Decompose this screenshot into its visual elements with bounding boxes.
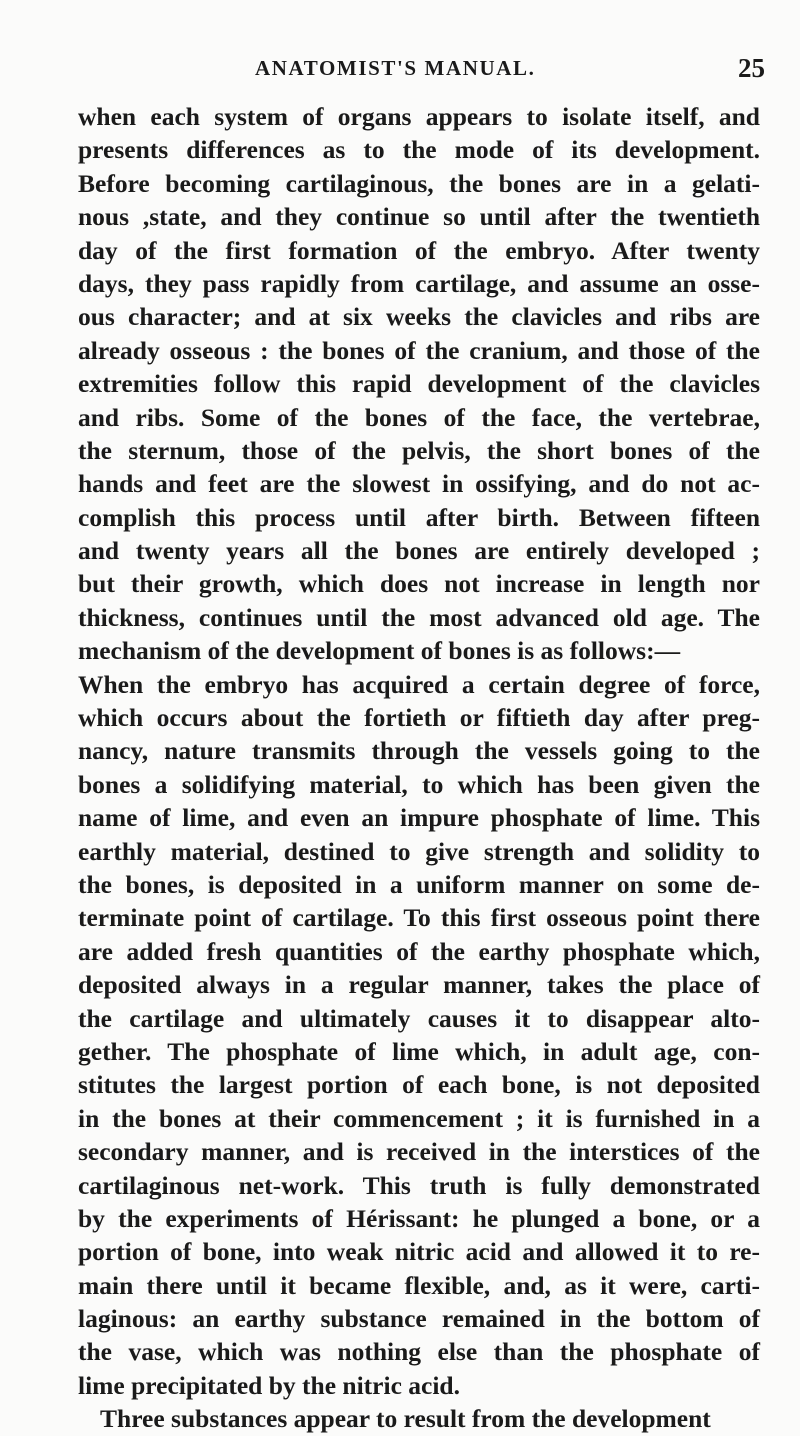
text-line: the sternum, those of the pelvis, the short bones of the [78, 435, 760, 465]
text-line: and ribs. Some of the bones of the face, the vertebrae, [78, 402, 760, 432]
body-text [78, 100, 760, 1436]
text-line: in the bones at their commencement ; it is furnished in a [78, 1103, 760, 1133]
text-line: day of the first formation of the embryo. After twenty [78, 235, 760, 265]
text-line: laginous: an earthy substance remained in the bottom of [78, 1304, 760, 1334]
text-line: and twenty years all the bones are entirely developed ; [78, 536, 760, 566]
text-line: hands and feet are the slowest in ossifying, and do not ac- [78, 469, 760, 499]
text-line: the cartilage and ultimately causes it to disappear alto- [78, 1003, 760, 1033]
text-line: Before becoming cartilaginous, the bones are in a gelati- [78, 168, 760, 198]
text-line: stitutes the largest portion of each bone, is not deposited [78, 1070, 760, 1100]
text-line: but their growth, which does not increase in length nor [78, 569, 760, 599]
text-line: cartilaginous net-work. This truth is fully demonstrated [78, 1170, 760, 1200]
text-line: gether. The phosphate of lime which, in adult age, con- [78, 1036, 760, 1066]
text-line: Three substances appear to result from the development [100, 1404, 711, 1434]
text-line: lime precipitated by the nitric acid. [78, 1370, 460, 1400]
text-line: days, they pass rapidly from cartilage, and assume an osse- [78, 268, 760, 298]
text-line: When the embryo has acquired a certain degree of force, [78, 669, 760, 699]
page-header [255, 53, 765, 90]
text-line: bones a solidifying material, to which has been given the [78, 769, 760, 799]
text-line: thickness, continues until the most advanced old age. The [78, 602, 760, 632]
text-line: earthly material, destined to give strength and solidity to [78, 836, 760, 866]
text-line: complish this process until after birth. Between fifteen [78, 502, 760, 532]
text-line: main there until it became flexible, and, as it were, carti- [78, 1270, 760, 1300]
text-line: the bones, is deposited in a uniform manner on some de- [78, 869, 760, 899]
text-line: nous ,state, and they continue so until after the twentieth [78, 202, 760, 232]
text-line: deposited always in a regular manner, takes the place of [78, 970, 760, 1000]
text-line: name of lime, and even an impure phosphate of lime. This [78, 803, 760, 833]
running-head: ANATOMIST'S MANUAL. [255, 56, 536, 80]
text-line: mechanism of the development of bones is as follows:— [78, 636, 681, 666]
text-line: already osseous : the bones of the cranium, and those of the [78, 335, 760, 365]
text-line: presents differences as to the mode of its development. [78, 135, 760, 165]
text-line: when each system of organs appears to isolate itself, and [78, 102, 760, 131]
text-line: nancy, nature transmits through the vessels going to the [78, 736, 760, 766]
text-line: secondary manner, and is received in the interstices of the [78, 1137, 760, 1167]
text-line: ous character; and at six weeks the clavicles and ribs are [78, 302, 760, 332]
text-line: by the experiments of Hérissant: he plunged a bone, or a [78, 1203, 760, 1233]
text-line: are added fresh quantities of the earthy phosphate which, [78, 936, 760, 966]
text-line: terminate point of cartilage. To this first osseous point there [78, 903, 760, 933]
text-line: the vase, which was nothing else than the phosphate of [78, 1337, 760, 1367]
text-line: which occurs about the fortieth or fiftieth day after preg- [78, 703, 760, 733]
text-line: extremities follow this rapid development of the clavicles [78, 369, 760, 399]
text-line: portion of bone, into weak nitric acid and allowed it to re- [78, 1237, 760, 1267]
page-number: 25 [738, 53, 765, 83]
